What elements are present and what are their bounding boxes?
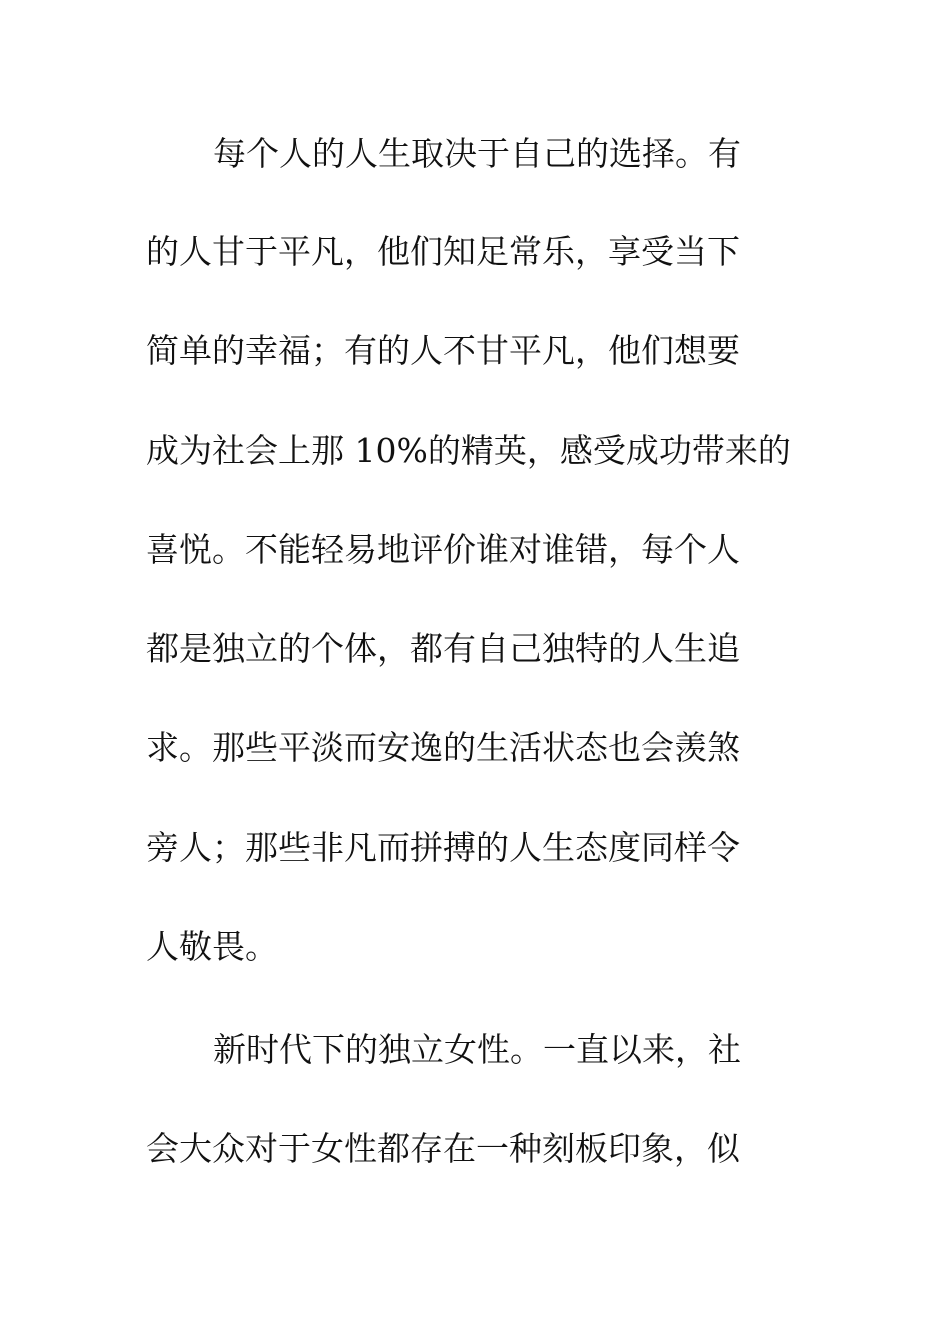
text-line: 旁人；那些非凡而拼搏的人生态度同样令 bbox=[146, 828, 740, 867]
text-line: 的人甘于平凡，他们知足常乐，享受当下 bbox=[146, 232, 740, 271]
text-line: 每个人的人生取决于自己的选择。有 bbox=[213, 134, 741, 173]
text-line: 求。那些平淡而安逸的生活状态也会羡煞 bbox=[146, 728, 740, 767]
text-line: 都是独立的个体，都有自己独特的人生追 bbox=[146, 629, 740, 668]
text-line: 成为社会上那 10%的精英，感受成功带来的 bbox=[146, 431, 791, 470]
text-line: 新时代下的独立女性。一直以来，社 bbox=[213, 1030, 741, 1069]
text-line: 人敬畏。 bbox=[146, 927, 278, 966]
text-line: 简单的幸福；有的人不甘平凡，他们想要 bbox=[146, 331, 740, 370]
text-line: 会大众对于女性都存在一种刻板印象，似 bbox=[146, 1129, 740, 1168]
text-line: 喜悦。不能轻易地评价谁对谁错，每个人 bbox=[146, 530, 740, 569]
